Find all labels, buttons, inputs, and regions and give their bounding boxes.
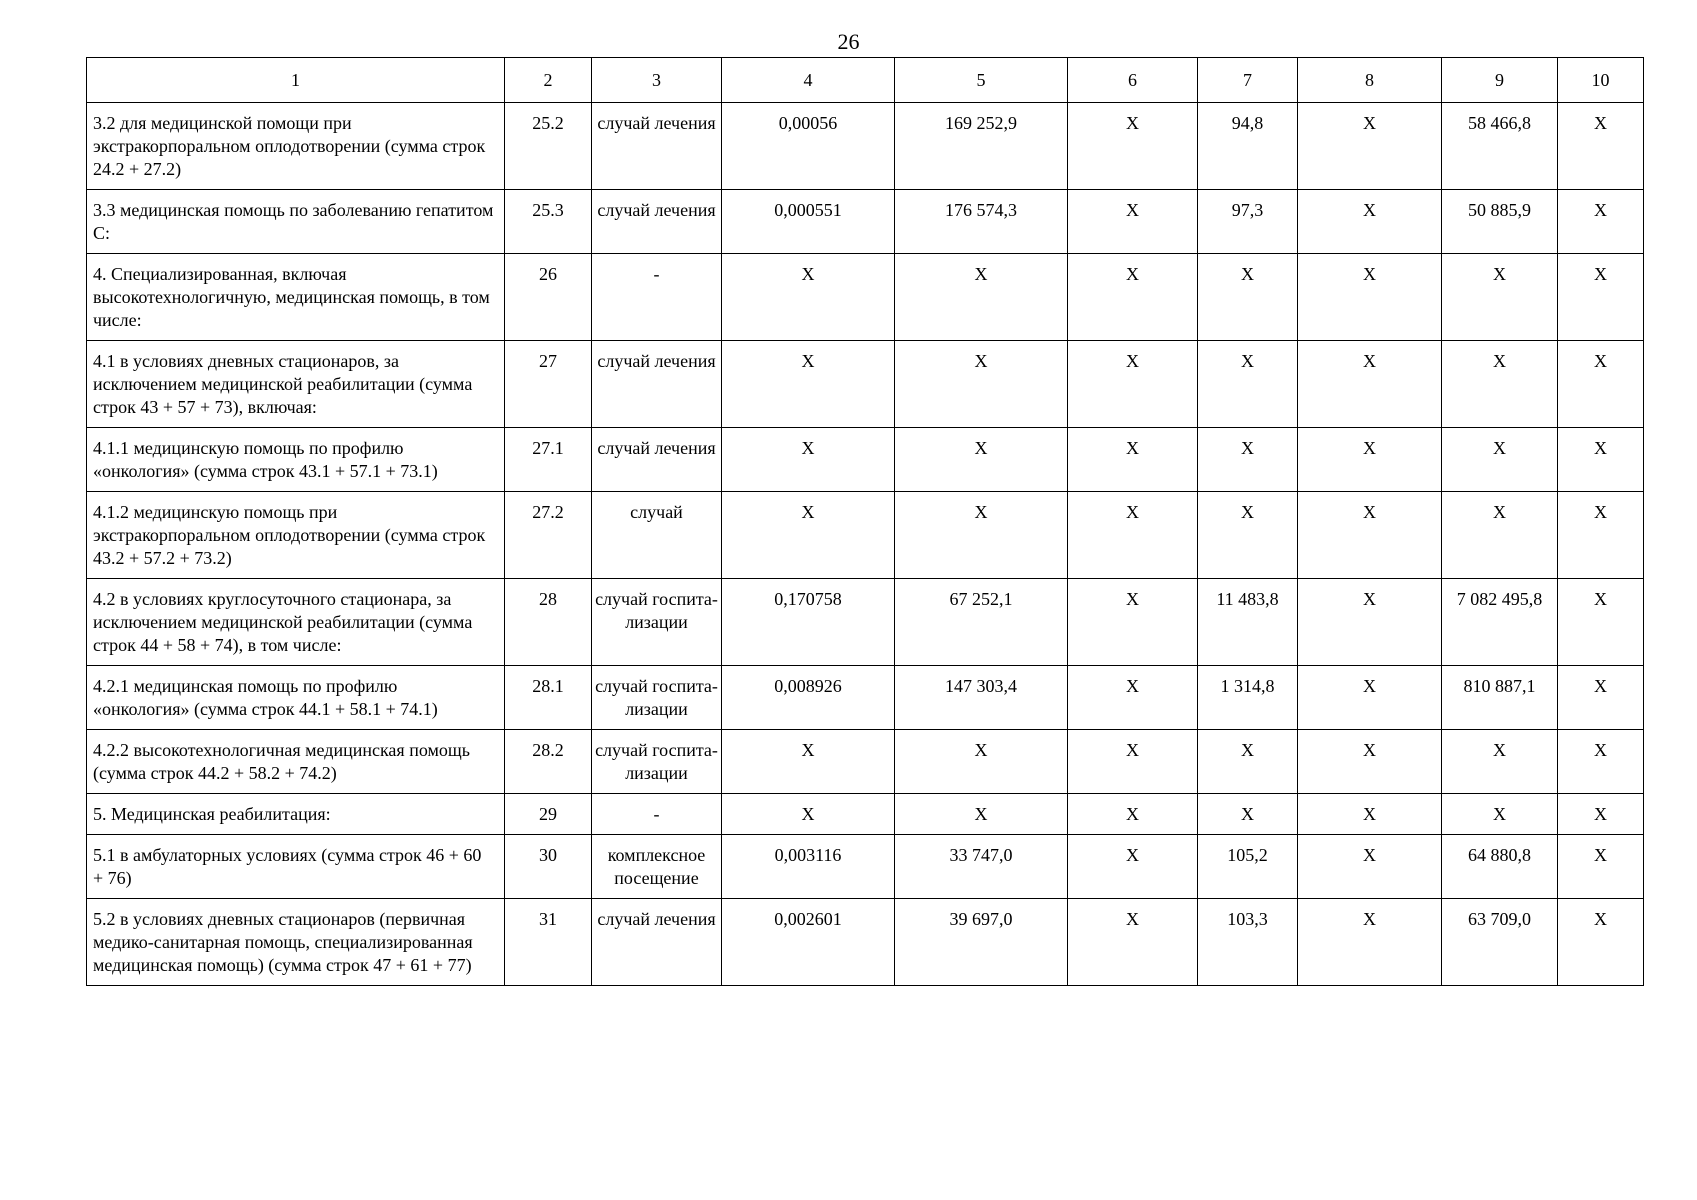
table-cell: - <box>592 794 722 835</box>
table-cell: Х <box>1298 103 1442 190</box>
data-table <box>86 57 1644 986</box>
table-cell: 0,00056 <box>722 103 895 190</box>
row-label-cell: 5.2 в условиях дневных стационаров (первичная медико-санитарная помощь, специализированная медицинская помощь) (сумма строк 47 + 61 + 77) <box>87 899 505 986</box>
table-cell: случай госпита-лизации <box>592 730 722 794</box>
table-cell: случай лечения <box>592 428 722 492</box>
table-cell: 58 466,8 <box>1442 103 1558 190</box>
table-cell: 147 303,4 <box>895 666 1068 730</box>
table-cell: случай лечения <box>592 190 722 254</box>
table-cell: 27.2 <box>505 492 592 579</box>
row-label-cell: 4.1.1 медицинскую помощь по профилю «онкология» (сумма строк 43.1 + 57.1 + 73.1) <box>87 428 505 492</box>
row-label-cell: 4.2 в условиях круглосуточного стационара, за исключением медицинской реабилитации (сумма строк 44 + 58 + 74), в том числе: <box>87 579 505 666</box>
table-cell: Х <box>1068 103 1198 190</box>
table-cell: 50 885,9 <box>1442 190 1558 254</box>
table-cell: комплексное посещение <box>592 835 722 899</box>
table-cell: Х <box>1558 794 1644 835</box>
table-cell: 810 887,1 <box>1442 666 1558 730</box>
table-cell: случай <box>592 492 722 579</box>
table-row <box>87 492 1644 579</box>
table-cell: случай лечения <box>592 103 722 190</box>
table-body <box>87 103 1644 986</box>
table-cell: 27 <box>505 341 592 428</box>
table-cell: 103,3 <box>1198 899 1298 986</box>
table-cell: Х <box>1442 730 1558 794</box>
table-row <box>87 579 1644 666</box>
table-cell: Х <box>1068 254 1198 341</box>
table-cell: Х <box>1068 428 1198 492</box>
table-cell: Х <box>1198 428 1298 492</box>
table-cell: 7 082 495,8 <box>1442 579 1558 666</box>
column-header: 10 <box>1558 58 1644 103</box>
table-cell: Х <box>1068 579 1198 666</box>
table-cell: 25.2 <box>505 103 592 190</box>
table-cell: случай госпита-лизации <box>592 666 722 730</box>
table-cell: 26 <box>505 254 592 341</box>
table-cell: Х <box>1558 492 1644 579</box>
table-row <box>87 190 1644 254</box>
table-cell: Х <box>895 730 1068 794</box>
table-cell: Х <box>1298 899 1442 986</box>
table-cell: Х <box>1298 190 1442 254</box>
table-cell: 28.1 <box>505 666 592 730</box>
table-row <box>87 835 1644 899</box>
table-cell: Х <box>1068 492 1198 579</box>
table-cell: 94,8 <box>1198 103 1298 190</box>
table-cell: случай лечения <box>592 899 722 986</box>
row-label-cell: 3.3 медицинская помощь по заболеванию гепатитом С: <box>87 190 505 254</box>
table-cell: 33 747,0 <box>895 835 1068 899</box>
row-label-cell: 4.1.2 медицинскую помощь при экстракорпоральном оплодотворении (сумма строк 43.2 + 57.2 + 73.2) <box>87 492 505 579</box>
table-row <box>87 794 1644 835</box>
table-cell: 11 483,8 <box>1198 579 1298 666</box>
table-cell: Х <box>722 428 895 492</box>
column-header: 2 <box>505 58 592 103</box>
table-row <box>87 428 1644 492</box>
header-row <box>87 58 1644 103</box>
column-header: 5 <box>895 58 1068 103</box>
page-number: 26 <box>837 29 860 54</box>
table-cell: Х <box>1298 254 1442 341</box>
table-cell: 30 <box>505 835 592 899</box>
table-cell: Х <box>1298 428 1442 492</box>
table-cell: Х <box>722 730 895 794</box>
row-label-cell: 5. Медицинская реабилитация: <box>87 794 505 835</box>
table-cell: Х <box>1442 341 1558 428</box>
table-row <box>87 730 1644 794</box>
table-cell: 29 <box>505 794 592 835</box>
column-header: 1 <box>87 58 505 103</box>
table-row <box>87 341 1644 428</box>
column-header: 4 <box>722 58 895 103</box>
table-cell: 105,2 <box>1198 835 1298 899</box>
table-cell: Х <box>1558 899 1644 986</box>
table-cell: Х <box>1068 794 1198 835</box>
row-label-cell: 4.2.1 медицинская помощь по профилю «онкология» (сумма строк 44.1 + 58.1 + 74.1) <box>87 666 505 730</box>
table-cell: Х <box>1442 428 1558 492</box>
table-cell: Х <box>895 428 1068 492</box>
table-cell: 0,000551 <box>722 190 895 254</box>
table-row <box>87 899 1644 986</box>
table-cell: Х <box>1558 730 1644 794</box>
table-cell: - <box>592 254 722 341</box>
table-cell: 0,170758 <box>722 579 895 666</box>
table-row <box>87 103 1644 190</box>
table-cell: Х <box>1442 254 1558 341</box>
table-cell: Х <box>1558 666 1644 730</box>
table-row <box>87 254 1644 341</box>
column-header: 8 <box>1298 58 1442 103</box>
table-cell: случай лечения <box>592 341 722 428</box>
table-cell: Х <box>1198 254 1298 341</box>
column-header: 3 <box>592 58 722 103</box>
table-cell: Х <box>1298 666 1442 730</box>
table-cell: Х <box>1068 190 1198 254</box>
column-header: 6 <box>1068 58 1198 103</box>
table-cell: 28.2 <box>505 730 592 794</box>
table-cell: Х <box>722 341 895 428</box>
table-cell: 63 709,0 <box>1442 899 1558 986</box>
table-cell: 0,003116 <box>722 835 895 899</box>
table-cell: 1 314,8 <box>1198 666 1298 730</box>
table-cell: Х <box>1558 835 1644 899</box>
table-cell: Х <box>1068 730 1198 794</box>
table-cell: 0,002601 <box>722 899 895 986</box>
table-cell: Х <box>1558 579 1644 666</box>
table-cell: Х <box>895 794 1068 835</box>
table-cell: 27.1 <box>505 428 592 492</box>
table-cell: Х <box>1198 341 1298 428</box>
table-cell: Х <box>895 254 1068 341</box>
row-label-cell: 5.1 в амбулаторных условиях (сумма строк 46 + 60 + 76) <box>87 835 505 899</box>
row-label-cell: 4.1 в условиях дневных стационаров, за исключением медицинской реабилитации (сумма строк 43 + 57 + 73), включая: <box>87 341 505 428</box>
table-cell: 25.3 <box>505 190 592 254</box>
table-cell: 64 880,8 <box>1442 835 1558 899</box>
row-label-cell: 4.2.2 высокотехнологичная медицинская помощь (сумма строк 44.2 + 58.2 + 74.2) <box>87 730 505 794</box>
table-cell: Х <box>1298 835 1442 899</box>
table-cell: 28 <box>505 579 592 666</box>
table-cell: Х <box>1558 190 1644 254</box>
table-cell: 169 252,9 <box>895 103 1068 190</box>
table-cell: Х <box>722 254 895 341</box>
table-cell: Х <box>1298 794 1442 835</box>
table-cell: Х <box>1198 730 1298 794</box>
table-cell: Х <box>1558 341 1644 428</box>
table-cell: Х <box>1558 103 1644 190</box>
table-cell: Х <box>1298 341 1442 428</box>
table-cell: 31 <box>505 899 592 986</box>
table-cell: Х <box>1558 254 1644 341</box>
table-cell: Х <box>1298 492 1442 579</box>
table-cell: 176 574,3 <box>895 190 1068 254</box>
table-cell: Х <box>722 794 895 835</box>
table-cell: Х <box>1298 579 1442 666</box>
table-cell: Х <box>1068 899 1198 986</box>
table-cell: Х <box>1068 341 1198 428</box>
table-cell: 39 697,0 <box>895 899 1068 986</box>
row-label-cell: 3.2 для медицинской помощи при экстракорпоральном оплодотворении (сумма строк 24.2 + 27.2) <box>87 103 505 190</box>
table-row <box>87 666 1644 730</box>
table-cell: 97,3 <box>1198 190 1298 254</box>
column-header: 9 <box>1442 58 1558 103</box>
table-cell: Х <box>1558 428 1644 492</box>
table-cell: Х <box>722 492 895 579</box>
table-cell: Х <box>1442 492 1558 579</box>
table-cell: Х <box>895 341 1068 428</box>
table-cell: случай госпита-лизации <box>592 579 722 666</box>
table-cell: Х <box>1198 492 1298 579</box>
table-cell: Х <box>1068 835 1198 899</box>
table-cell: Х <box>895 492 1068 579</box>
table-cell: 0,008926 <box>722 666 895 730</box>
table-cell: Х <box>1198 794 1298 835</box>
table-cell: Х <box>1068 666 1198 730</box>
table-cell: Х <box>1298 730 1442 794</box>
row-label-cell: 4. Специализированная, включая высокотехнологичную, медицинская помощь, в том числе: <box>87 254 505 341</box>
table-cell: 67 252,1 <box>895 579 1068 666</box>
column-header: 7 <box>1198 58 1298 103</box>
table-cell: Х <box>1442 794 1558 835</box>
